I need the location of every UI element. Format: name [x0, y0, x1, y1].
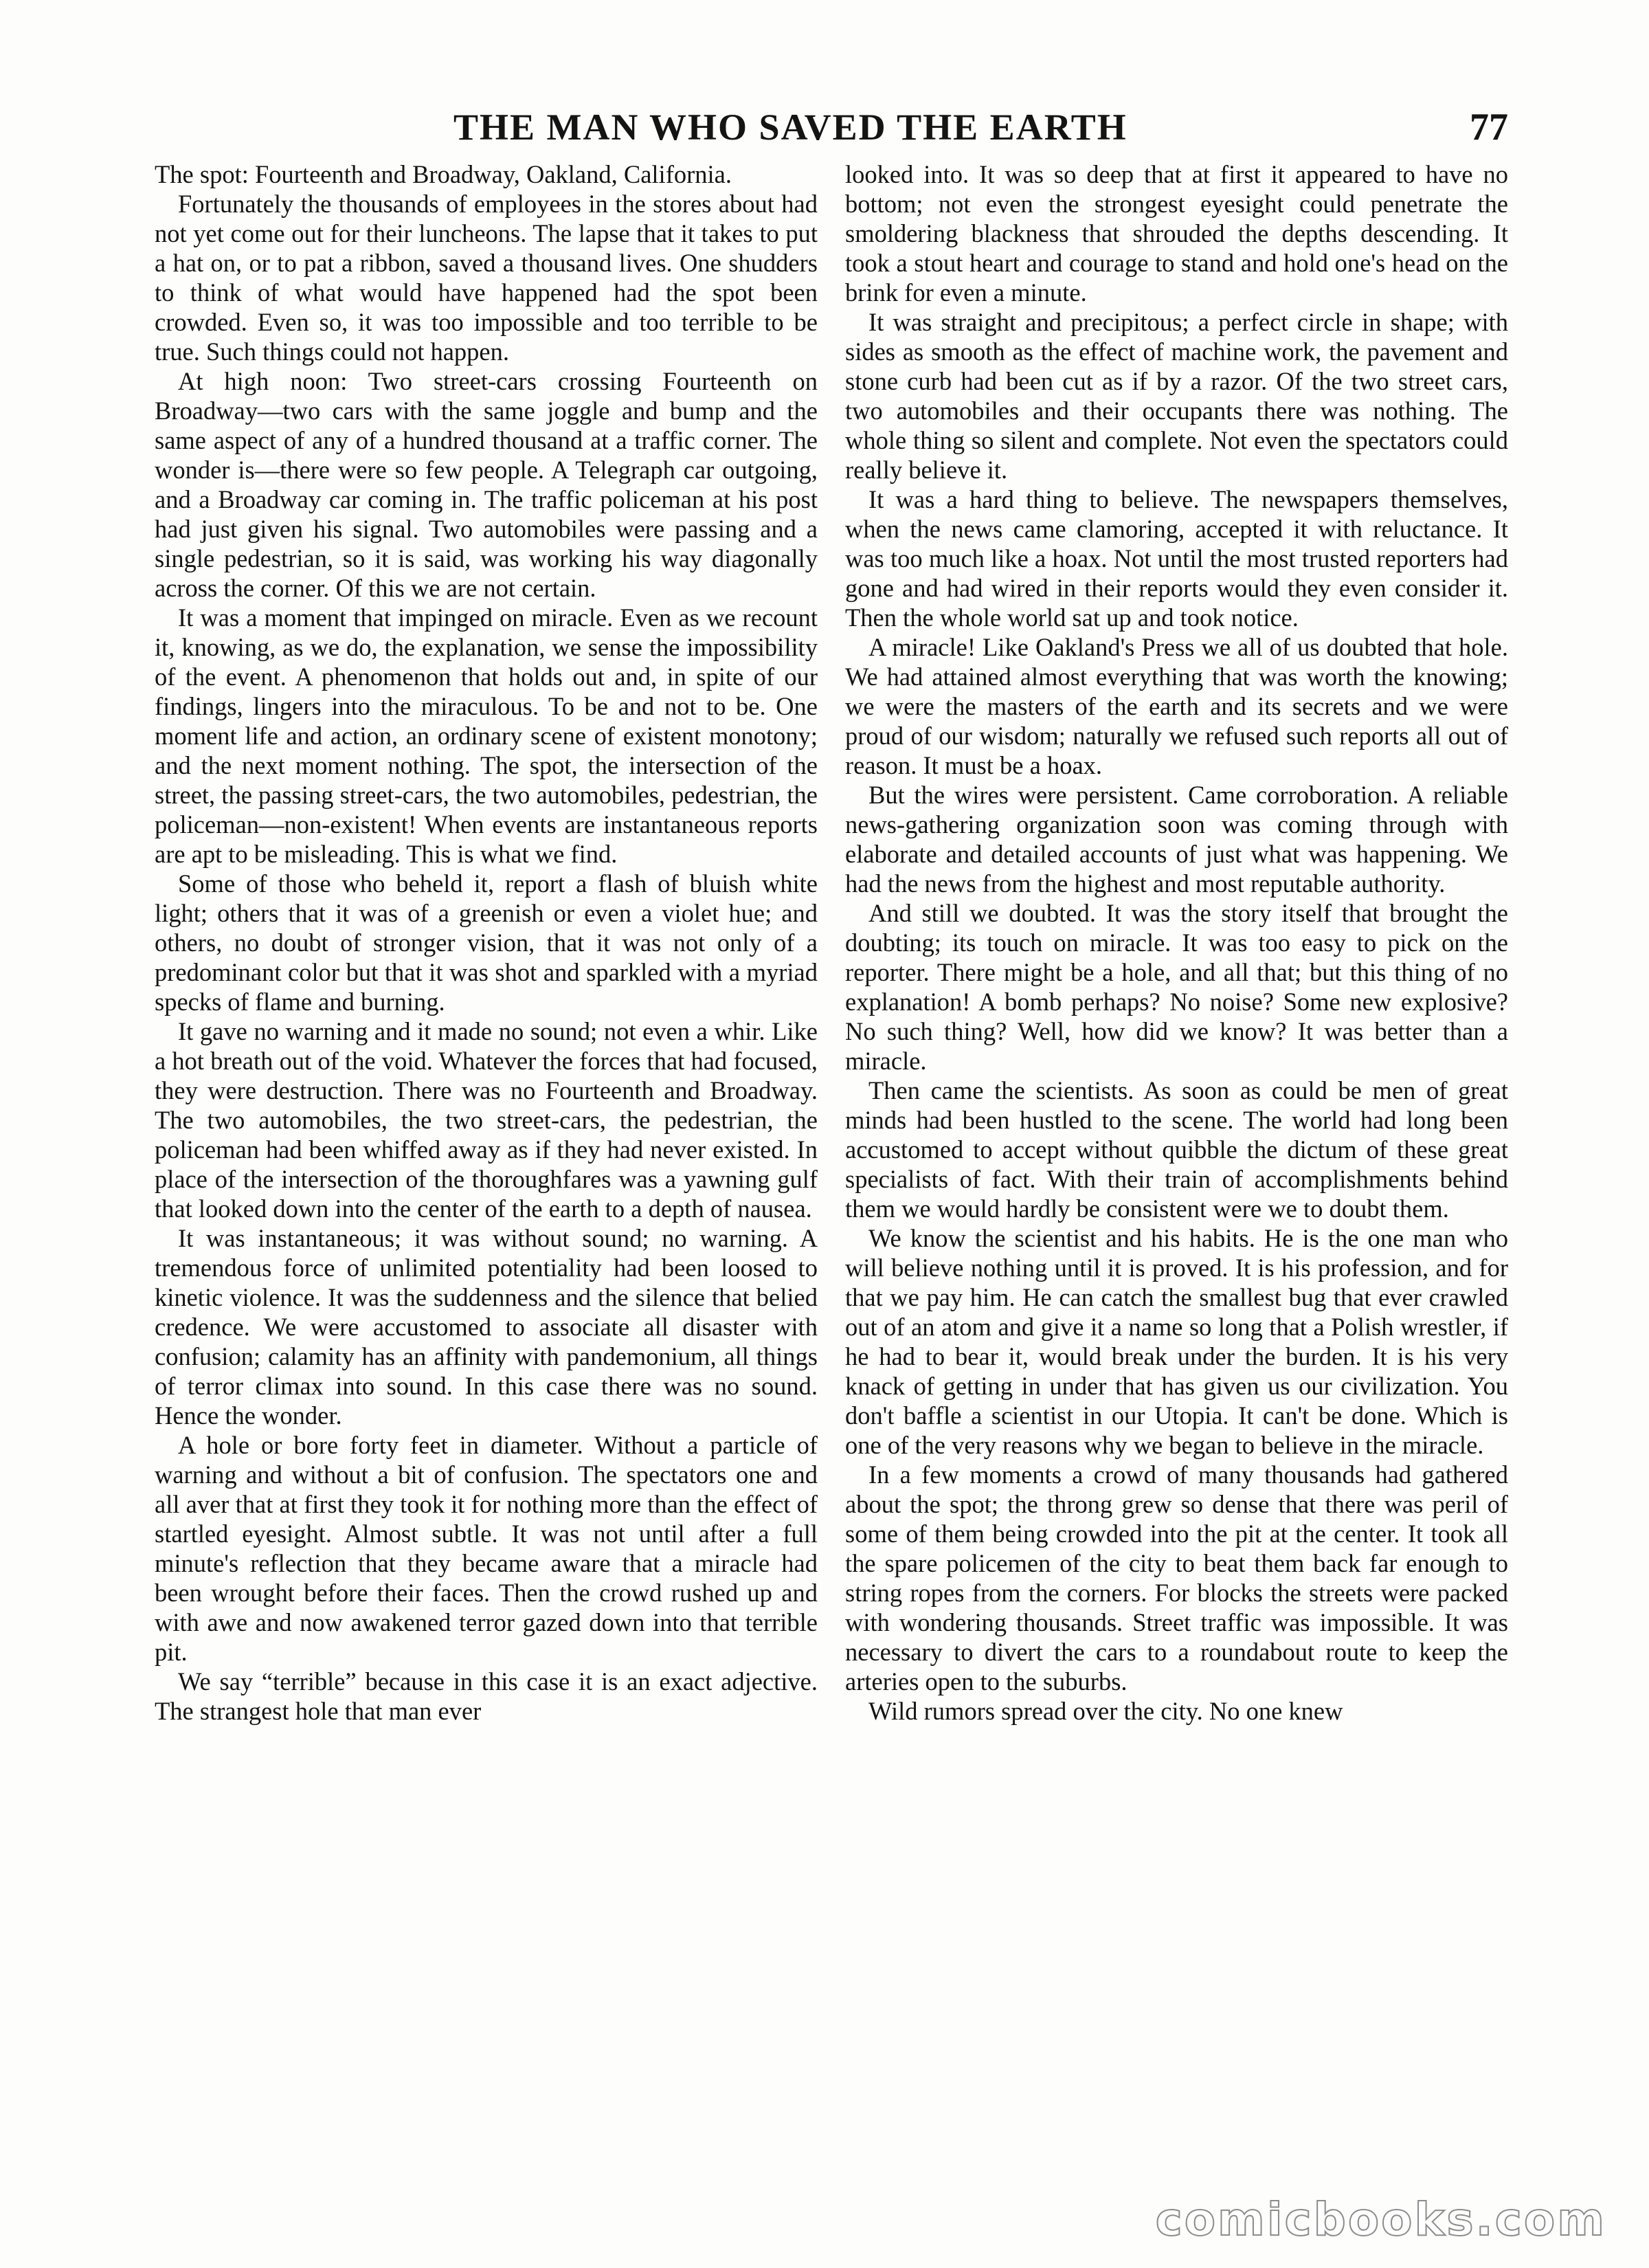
- left-column: [155, 159, 818, 2180]
- paragraph: The spot: Fourteenth and Broadway, Oakland, California.: [155, 160, 732, 188]
- page-number: 77: [1470, 106, 1508, 148]
- paragraph: But the wires were persistent. Came corroboration. A reliable news-gathering organization soon was coming through with elaborate and detailed accounts of just what was happening. We had the news from the highest and most reputable authority.: [845, 781, 1508, 898]
- paragraph: looked into. It was so deep that at first it appeared to have no bottom; not even the strongest eyesight could penetrate the smoldering blackness that shrouded the depths descending. It took a stout heart and courage to stand and hold one's head on the brink for even a minute.: [845, 160, 1508, 307]
- right-column: [845, 159, 1508, 2180]
- paragraph: We say “terrible” because in this case it is an exact adjective. The strangest hole that man ever: [155, 1667, 818, 1725]
- paragraph: Then came the scientists. As soon as could be men of great minds had been hustled to the scene. The world had long been accustomed to accept without quibble the dictum of these great specialists of fact. With their train of accomplishments behind them we would hardly be consistent were we to doubt them.: [845, 1076, 1508, 1223]
- paragraph: Wild rumors spread over the city. No one knew: [868, 1697, 1343, 1725]
- paragraph: And still we doubted. It was the story itself that brought the doubting; its touch on miracle. It was too easy to pick on the reporter. There might be a hole, and all that; but this thing of no explanation! A bomb perhaps? No noise? Some new explosive? No such thing? Well, how did we know? It was better than a miracle.: [845, 899, 1508, 1075]
- paragraph: A hole or bore forty feet in diameter. Without a particle of warning and without a bit of confusion. The spectators one and all aver that at first they took it for nothing more than the effect of startled eyesight. Almost subtle. It was not until after a full minute's reflection that they became aware that a miracle had been wrought before their faces. Then the crowd rushed up and with awe and now awakened terror gazed down into that terrible pit.: [155, 1431, 818, 1666]
- paragraph: It gave no warning and it made no sound; not even a whir. Like a hot breath out of the void. Whatever the forces that had focused, they were destruction. There was no Fourteenth and Broadway. The two automobiles, the two street-cars, the pedestrian, the policeman had been whiffed away as if they had never existed. In place of the intersection of the thoroughfares was a yawning gulf that looked down into the center of the earth to a depth of nausea.: [155, 1017, 818, 1223]
- paragraph: It was straight and precipitous; a perfect circle in shape; with sides as smooth as the effect of machine work, the pavement and stone curb had been cut as if by a razor. Of the two street cars, two automobiles and their occupants there was nothing. The whole thing so silent and complete. Not even the spectators could really believe it.: [845, 308, 1508, 484]
- running-title: THE MAN WHO SAVED THE EARTH: [453, 107, 1128, 148]
- site-watermark: comicbooks.com: [1155, 2193, 1606, 2246]
- paragraph: Some of those who beheld it, report a flash of bluish white light; others that it was of a greenish or even a violet hue; and others, no doubt of stronger vision, that it was not only of a predominant color but that it was shot and sparkled with a myriad specks of flame and burning.: [155, 869, 818, 1016]
- paragraph: It was a hard thing to believe. The newspapers themselves, when the news came clamoring, accepted it with reluctance. It was too much like a hoax. Not until the most trusted reporters had gone and had wired in their reports would they even consider it. Then the whole world sat up and took notice.: [845, 485, 1508, 632]
- paragraph: In a few moments a crowd of many thousands had gathered about the spot; the throng grew so dense that there was peril of some of them being crowded into the pit at the center. It took all the spare policemen of the city to beat them back far enough to string ropes from the corners. For blocks the streets were packed with wondering thousands. Street traffic was impossible. It was necessary to divert the cars to a roundabout route to keep the arteries open to the suburbs.: [845, 1460, 1508, 1696]
- paragraph: It was instantaneous; it was without sound; no warning. A tremendous force of unlimited potentiality had been loosed to kinetic violence. It was the suddenness and the silence that belied credence. We were accustomed to associate all disaster with confusion; calamity has an affinity with pandemonium, all things of terror climax into sound. In this case there was no sound. Hence the wonder.: [155, 1224, 818, 1430]
- paragraph: A miracle! Like Oakland's Press we all of us doubted that hole. We had attained almost everything that was worth the knowing; we were the masters of the earth and its secrets and we were proud of our wisdom; naturally we refused such reports all out of reason. It must be a hoax.: [845, 633, 1508, 779]
- paragraph: Fortunately the thousands of employees in the stores about had not yet come out for their luncheons. The lapse that it takes to put a hat on, or to pat a ribbon, saved a thousand lives. One shudders to think of what would have happened had the spot been crowded. Even so, it was too impossible and too terrible to be true. Such things could not happen.: [155, 190, 818, 366]
- paragraph: At high noon: Two street-cars crossing Fourteenth on Broadway—two cars with the same joggle and bump and the same aspect of any of a hundred thousand at a traffic corner. The wonder is—there were so few people. A Telegraph car outgoing, and a Broadway car coming in. The traffic policeman at his post had just given his signal. Two automobiles were passing and a single pedestrian, so it is said, was working his way diagonally across the corner. Of this we are not certain.: [155, 367, 818, 602]
- running-header: [0, 96, 1649, 158]
- paragraph: We know the scientist and his habits. He is the one man who will believe nothing until it is proved. It is his profession, and for that we pay him. He can catch the smallest bug that ever crawled out of an atom and give it a name so long that a Polish wrestler, if he had to bear it, would break under the burden. It is his very knack of getting in under that has given us our civilization. You don't baffle a scientist in our Utopia. It can't be done. Which is one of the very reasons why we began to believe in the miracle.: [845, 1224, 1508, 1459]
- paragraph: It was a moment that impinged on miracle. Even as we recount it, knowing, as we do, the explanation, we sense the impossibility of the event. A phenomenon that holds out and, in spite of our findings, lingers into the miraculous. To be and not to be. One moment life and action, an ordinary scene of existent monotony; and the next moment nothing. The spot, the intersection of the street, the passing street-cars, the two automobiles, pedestrian, the policeman—non-existent! When events are instantaneous reports are apt to be misleading. This is what we find.: [155, 603, 818, 868]
